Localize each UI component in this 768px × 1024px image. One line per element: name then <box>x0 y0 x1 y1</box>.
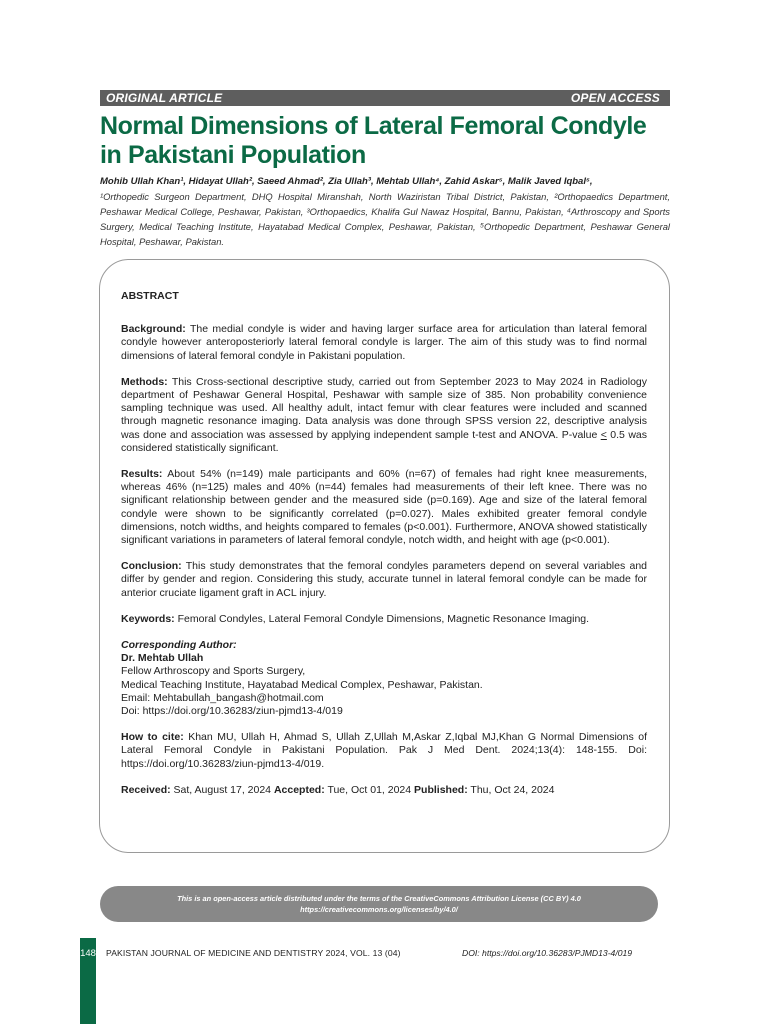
conclusion-text: This study demonstrates that the femoral condyles parameters depend on several variables and differ by gender and region. Considering this study, accurate tunnel in lateral femoral condyle can be made for anterior cruciate ligament graft in ACL injury. <box>121 560 647 599</box>
results-paragraph <box>121 468 647 547</box>
citation-paragraph <box>121 731 647 771</box>
open-access-label: OPEN ACCESS <box>570 91 660 105</box>
results-label: Results: <box>121 468 163 481</box>
published-label: Published: <box>414 783 468 796</box>
corresponding-email[interactable]: Email: Mehtabullah_bangash@hotmail.com <box>121 691 324 704</box>
footer-journal-name: PAKISTAN JOURNAL OF MEDICINE AND DENTISTRY 2024, VOL. 13 (04) <box>106 948 401 958</box>
methods-text-b: 0.5 was considered statistically significant. <box>121 428 647 454</box>
background-label: Background: <box>121 323 186 336</box>
methods-label: Methods: <box>121 375 168 388</box>
title-line-2: in Pakistani Population <box>100 141 366 169</box>
dates-line <box>121 784 647 797</box>
methods-symbol: < <box>600 428 607 441</box>
license-link[interactable]: https://creativecommons.org/licenses/by/4.0/ <box>300 905 458 914</box>
keywords-text: Femoral Condyles, Lateral Femoral Condyle Dimensions, Magnetic Resonance Imaging. <box>174 612 590 625</box>
methods-paragraph <box>121 376 647 455</box>
corresponding-name: Dr. Mehtab Ullah <box>121 652 204 665</box>
corresponding-position: Fellow Arthroscopy and Sports Surgery, <box>121 665 306 678</box>
accepted-date: Tue, Oct 01, 2024 <box>324 783 415 796</box>
received-date: Sat, August 17, 2024 <box>170 783 274 796</box>
background-text: The medial condyle is wider and having larger surface area for articulation than lateral femoral condyle however anteroposteriorly lateral femoral condyle is larger. The aim of this study was to find normal dimensions of lateral femoral condyle in Pakistani population. <box>121 323 647 362</box>
published-date: Thu, Oct 24, 2024 <box>467 783 555 796</box>
footer-doi[interactable]: DOI: https://doi.org/10.36283/PJMD13-4/019 <box>462 948 633 958</box>
title-line-1: Normal Dimensions of Lateral Femoral Condyle <box>100 112 647 140</box>
received-label: Received: <box>121 783 171 796</box>
citation-label: How to cite: <box>121 731 184 744</box>
license-banner <box>100 886 658 922</box>
page-number: 148 <box>80 948 96 959</box>
author-list: Mohib Ullah Khan¹, Hidayat Ullah², Saeed Ahmad², Zia Ullah³, Mehtab Ullah⁴, Zahid Askar⁵, Malik Javed Iqbal⁵, <box>100 176 593 187</box>
corresponding-title: Corresponding Author: <box>121 639 237 652</box>
keywords-label: Keywords: <box>121 612 175 625</box>
abstract-heading: ABSTRACT <box>121 290 179 302</box>
original-article-label: ORIGINAL ARTICLE <box>106 91 223 105</box>
citation-text: Khan MU, Ullah H, Ahmad S, Ullah Z,Ullah M,Askar Z,Iqbal MJ,Khan G Normal Dimensions of Lateral Femoral Condyle in Pakistani Population. Pak J Med Dent. 2024;13(4): 148-155. Doi: https://doi.org/10.36283/ziun-pjmd13-4/019. <box>121 731 647 770</box>
corresponding-author-block <box>121 639 647 718</box>
corresponding-institution: Medical Teaching Institute, Hayatabad Medical Complex, Peshawar, Pakistan. <box>121 678 483 691</box>
results-text: About 54% (n=149) male participants and 60% (n=67) of females had right knee measurements, whereas 46% (n=125) males and 40% (n=44) females had measurements of their left knee. There was no significant relationship between gender and the measured side (p=0.169). Age and size of the lateral femoral condyle were shown to be significantly correlated (p=0.027). Males exhibited greater femoral condyle dimensions, notch widths, and heights compared to females (p<0.001). Furthermore, ANOVA showed statistically significant variations in parameters of lateral femoral condyle, notch width, and height with age (p<0.001). <box>121 468 647 547</box>
conclusion-label: Conclusion: <box>121 560 182 573</box>
methods-text-a: This Cross-sectional descriptive study, carried out from September 2023 to May 2024 in Radiology department of Peshawar General Hospital, Peshawar with sample size of 385. Non probability convenience sampling technique was used. All healthy adult, intact femur with clear features were included and scanned through magnetic resonance imaging. Data analysis was done through SPSS version 22, descriptive analysis was done and association was assessed by applying independent sample t-test and ANOVA. P-value <box>121 375 647 441</box>
article-type-banner <box>100 90 670 106</box>
license-text: This is an open-access article distributed under the terms of the CreativeCommons Attribution License (CC BY) 4.0 <box>177 894 581 903</box>
abstract-content <box>121 290 647 797</box>
keywords-paragraph <box>121 613 647 626</box>
article-title <box>100 112 670 170</box>
corresponding-doi[interactable]: Doi: https://doi.org/10.36283/ziun-pjmd13-4/019 <box>121 705 343 718</box>
accepted-label: Accepted: <box>273 783 325 796</box>
conclusion-paragraph <box>121 560 647 600</box>
affiliations: ¹Orthopedic Surgeon Department, DHQ Hospital Miranshah, North Waziristan Tribal District, Pakistan, ²Orthopaedics Department, Peshawar Medical College, Peshawar, Pakistan, ³Orthopaedics, Khalifa Gul Nawaz Hospital, Bannu, Pakistan, ⁴Arthroscopy and Sports Surgery, Medical Teaching Institute, Hayatabad Medical Complex, Peshawar, Pakistan, ⁵Orthopedic Department, Peshawar General Hospital, Peshawar, Pakistan. <box>100 191 670 247</box>
background-paragraph <box>121 323 647 363</box>
